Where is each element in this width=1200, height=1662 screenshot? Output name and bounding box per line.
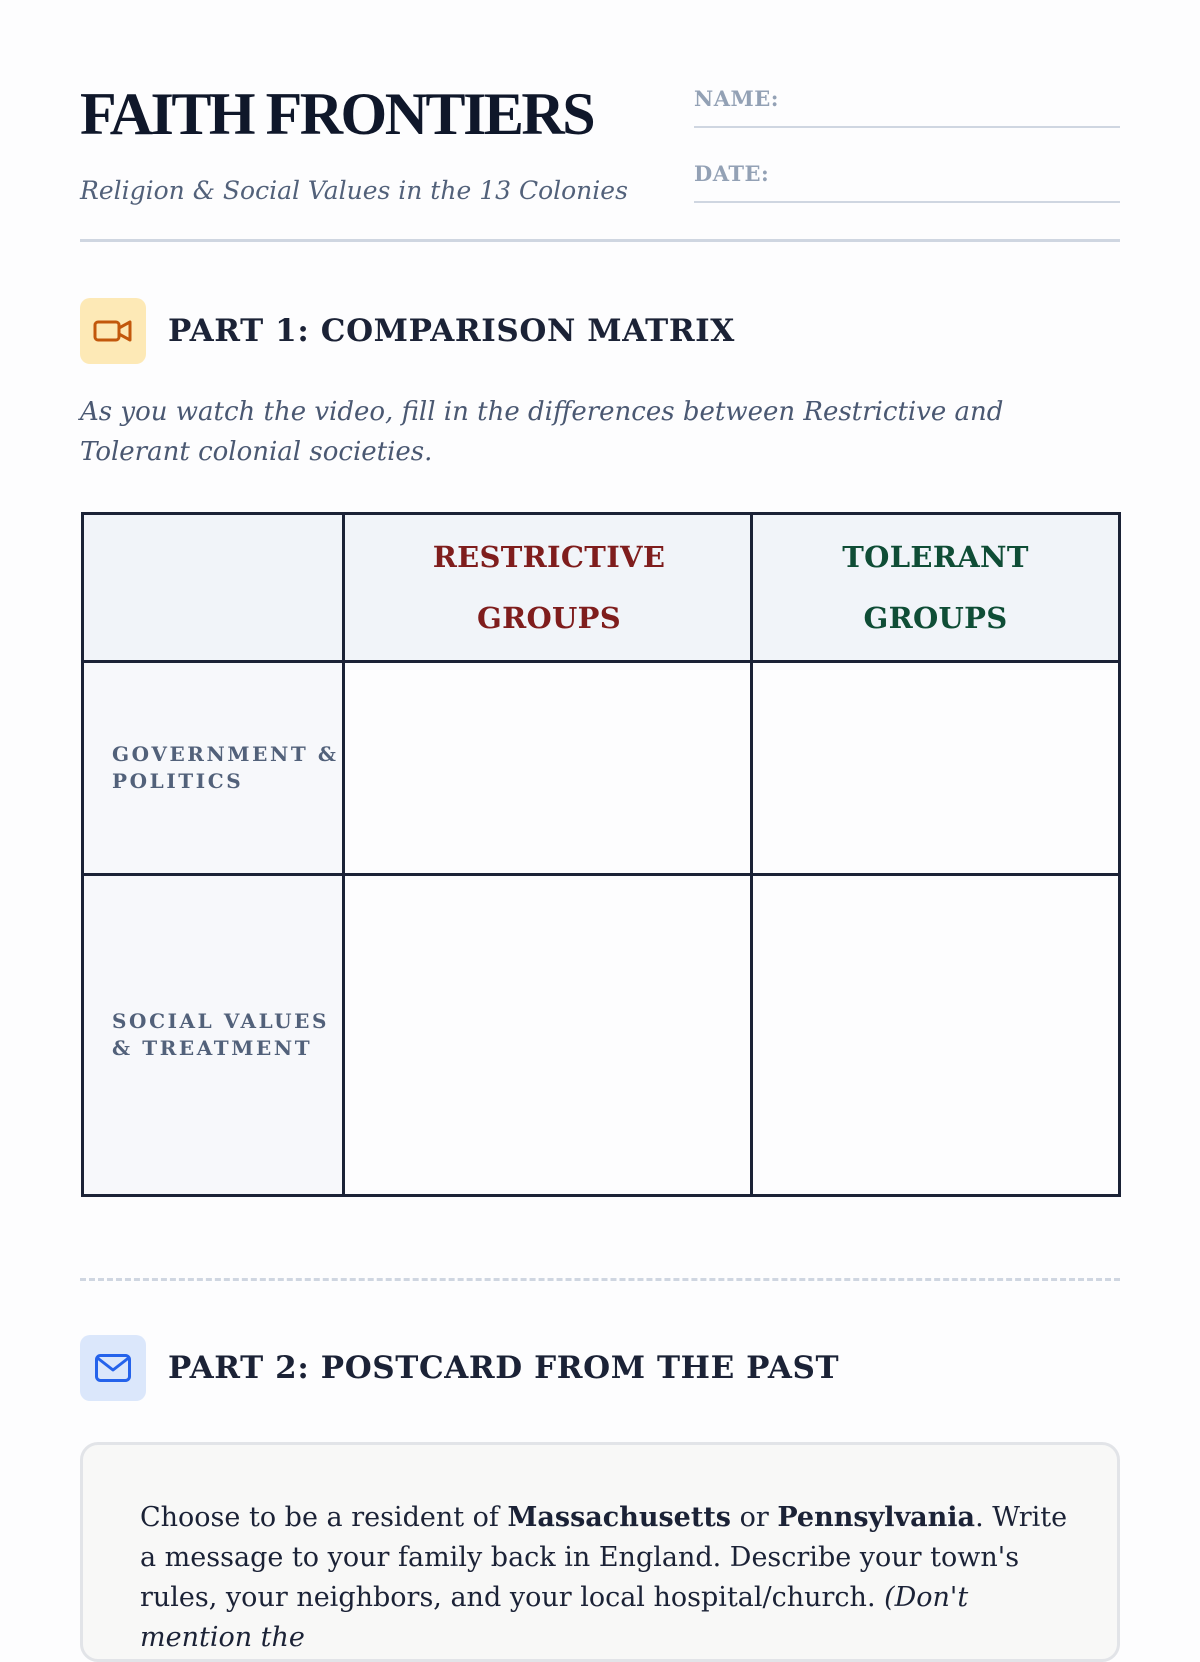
matrix-divider-vertical-2 — [750, 515, 753, 1194]
prompt-massachusetts: Massachusetts — [507, 1502, 731, 1533]
answer-cell-social-restrictive[interactable] — [345, 875, 753, 1194]
envelope-icon — [80, 1335, 146, 1401]
column-header-restrictive — [345, 515, 753, 661]
answer-cell-social-tolerant[interactable] — [753, 875, 1118, 1194]
section-divider — [80, 1278, 1120, 1281]
postcard-prompt-box — [80, 1442, 1120, 1662]
prompt-text-1: Choose to be a resident of — [140, 1502, 508, 1533]
part1-instructions: As you watch the video, fill in the differences between Restrictive and Tolerant colonial societies. — [80, 397, 1004, 467]
prompt-text-2: or — [731, 1502, 778, 1533]
answer-cell-government-restrictive[interactable] — [345, 661, 753, 875]
part1-title: PART 1: COMPARISON MATRIX — [168, 313, 735, 349]
matrix-divider-vertical-1 — [342, 515, 345, 1194]
part2-title: PART 2: POSTCARD FROM THE PAST — [168, 1350, 840, 1386]
video-camera-icon — [80, 298, 146, 364]
worksheet-subtitle: Religion & Social Values in the 13 Colonies — [80, 176, 628, 205]
tolerant-header-line1: TOLERANT — [842, 540, 1029, 574]
tolerant-header-line2: GROUPS — [863, 601, 1008, 635]
matrix-divider-horizontal-2 — [84, 873, 1118, 876]
name-label: NAME: — [694, 86, 779, 111]
worksheet-title: FAITH FRONTIERS — [80, 81, 594, 147]
answer-cell-government-tolerant[interactable] — [753, 661, 1118, 875]
restrictive-header-line1: RESTRICTIVE — [432, 540, 666, 574]
prompt-text-3: . Write a message to your family back in England. Describe your town's rules, your neighbors, and your local hospital/church. — [140, 1502, 1068, 1613]
part1-heading — [80, 298, 735, 364]
row-label-government-line2: POLITICS — [112, 769, 244, 793]
restrictive-header-line2: GROUPS — [477, 601, 621, 635]
comparison-matrix — [81, 512, 1121, 1197]
matrix-corner-cell — [84, 515, 345, 661]
name-field[interactable] — [694, 86, 1120, 128]
prompt-italic-note: (Don't mention the — [140, 1582, 969, 1653]
row-label-social-line1: SOCIAL VALUES — [112, 1008, 330, 1033]
postcard-prompt — [140, 1498, 1070, 1658]
header-divider — [80, 239, 1120, 242]
row-label-cell-government — [84, 661, 345, 875]
matrix-divider-horizontal-1 — [84, 660, 1118, 663]
date-field[interactable] — [694, 161, 1120, 203]
part2-heading — [80, 1335, 839, 1401]
column-header-tolerant — [753, 515, 1118, 661]
date-label: DATE: — [694, 161, 770, 186]
row-label-social-line2: & TREATMENT — [112, 1035, 313, 1060]
prompt-pennsylvania: Pennsylvania — [777, 1502, 976, 1533]
row-label-government-line1: GOVERNMENT & — [112, 742, 339, 766]
row-label-cell-social — [84, 875, 345, 1194]
